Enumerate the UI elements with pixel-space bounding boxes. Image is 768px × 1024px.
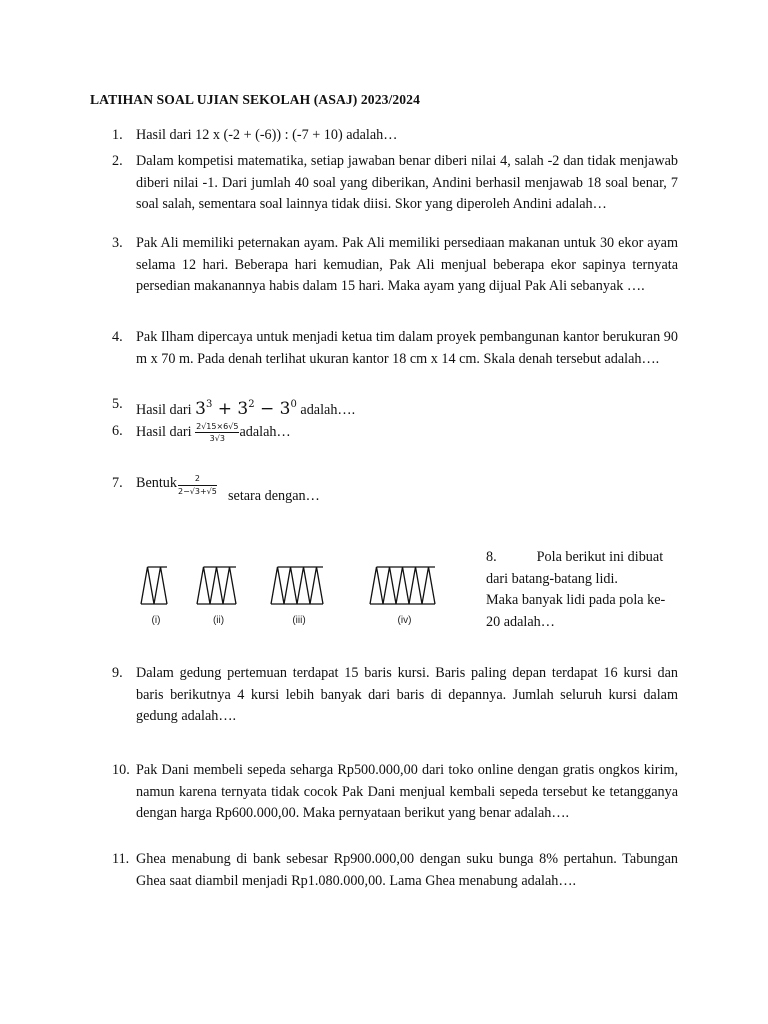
fraction-numerator: 2√15×6√5 [196,422,239,431]
matchstick [310,567,317,604]
question-6 [112,421,678,444]
fraction [195,421,239,444]
question-8 [486,547,678,633]
question-number: 6. [112,423,123,439]
operator: + [217,399,232,419]
question-number: 3. [112,235,123,251]
question-10 [112,760,678,825]
matchstick [370,567,377,604]
matchstick [210,567,217,604]
page-title: LATIHAN SOAL UJIAN SEKOLAH (ASAJ) 2023/2024 [90,92,420,107]
question-5 [112,394,678,422]
question-text: Maka banyak lidi pada pola ke- [486,592,666,608]
fraction-denominator: 3√3 [209,434,225,443]
question-number: 4. [112,329,123,345]
matchstick [297,567,304,604]
pattern-4 [370,567,435,604]
power-expression [195,399,297,419]
question-7 [112,473,678,517]
fraction-numerator: 2 [194,474,200,483]
question-number: 10. [112,762,130,778]
question-3 [112,233,678,298]
base: 3 [237,399,249,419]
question-number: 1. [112,127,123,143]
matchstick [304,567,311,604]
pattern-3 [271,567,323,604]
matchstick [204,567,211,604]
question-text: Bentuk [136,475,177,491]
matchstick [230,567,237,604]
matchstick [154,567,161,604]
pattern-label: (ii) [212,615,225,626]
question-2 [112,151,678,216]
matchstick [317,567,324,604]
question-11 [112,849,678,892]
question-text: adalah… [239,423,291,440]
matchstick [390,567,397,604]
operator: − [259,399,275,419]
matchstick [278,567,285,604]
question-number: 8. [486,549,497,565]
matchstick [422,567,429,604]
question-text: 20 adalah… [486,613,555,630]
question-number: 11. [112,851,130,867]
matchstick [291,567,298,604]
pattern-1 [141,567,167,604]
matchstick [396,567,403,604]
pattern-label: (i) [151,615,161,626]
fraction [178,473,217,497]
base: 3 [195,399,206,419]
base: 3 [279,399,291,419]
matchstick [148,567,155,604]
question-number: 2. [112,153,123,169]
pattern-label: (iv) [397,615,412,626]
matchstick [416,567,423,604]
matchstick [271,567,278,604]
matchstick [429,567,436,604]
question-text: Pola berikut ini dibuat [536,549,664,565]
matchstick [161,567,168,604]
question-text: Dalam kompetisi matematika, setiap jawaban benar diberi nilai 4, salah -2 dan tidak menjawab diberi nilai -1. Dari jumlah 40 soal yang diberikan, Andini berhasil menjawab 18 soal benar, 7 soal salah, sementara soal lainnya tidak diisi. Skor yang diperoleh Andini adalah… [136,153,678,212]
question-text: Ghea menabung di bank sebesar Rp900.000,00 dengan suku bunga 8% pertahun. Tabungan Ghea saat diambil menjadi Rp1.080.000,00. Lama Ghea menabung adalah…. [136,851,678,889]
matchstick [377,567,384,604]
question-text: adalah…. [300,402,356,418]
fraction-denominator: 2−√3+√5 [178,487,217,496]
matchstick [217,567,224,604]
question-text: Pak Ilham dipercaya untuk menjadi ketua tim dalam proyek pembangunan kantor berukuran 90 m x 70 m. Pada denah terlihat ukuran kantor 18 cm x 14 cm. Skala denah tersebut adalah…. [136,329,678,367]
question-1 [112,125,678,147]
question-4 [112,327,678,370]
exponent: 3 [205,399,213,410]
matchstick-pattern-figure [134,557,474,637]
pattern-label: (iii) [292,615,306,626]
question-9 [112,663,678,728]
question-number: 7. [112,475,123,491]
question-text: Pak Dani membeli sepeda seharga Rp500.000,00 dari toko online dengan gratis ongkos kirim, namun karena ternyata tidak cocok Pak Dani menjual kembali sepeda tersebut ke tetangganya dengan harga Rp600.000,00. Maka pernyataan berikut yang benar adalah…. [136,762,678,821]
matchstick [383,567,390,604]
matchstick [403,567,410,604]
exponent: 0 [290,399,297,410]
matchstick [197,567,204,604]
question-number: 9. [112,665,123,681]
question-number: 5. [112,396,123,412]
question-text: setara dengan… [228,488,320,504]
question-text: Pak Ali memiliki peternakan ayam. Pak Ali memiliki persediaan makanan untuk 30 ekor ayam selama 12 hari. Beberapa hari kemudian, Pak Ali menjual beberapa ekor sapinya ternyata persedian makanannya habis dalam 15 hari. Maka ayam yang dijual Pak Ali sebanyak …. [136,235,678,294]
question-text: Dalam gedung pertemuan terdapat 15 baris kursi. Baris paling depan terdapat 16 kursi dan baris berikutnya 4 kursi lebih banyak dari baris di depannya. Jumlah seluruh kursi dalam gedung adalah…. [136,665,678,724]
pattern-2 [197,567,236,604]
question-text: dari batang-batang lidi. [486,570,618,587]
matchstick [223,567,230,604]
exponent: 2 [248,399,255,410]
matchstick [284,567,291,604]
question-text: Hasil dari [136,402,192,418]
matchstick [409,567,416,604]
matchstick [141,567,148,604]
question-text: Hasil dari 12 x (-2 + (-6)) : (-7 + 10) adalah… [136,127,398,143]
question-text: Hasil dari [136,423,192,440]
